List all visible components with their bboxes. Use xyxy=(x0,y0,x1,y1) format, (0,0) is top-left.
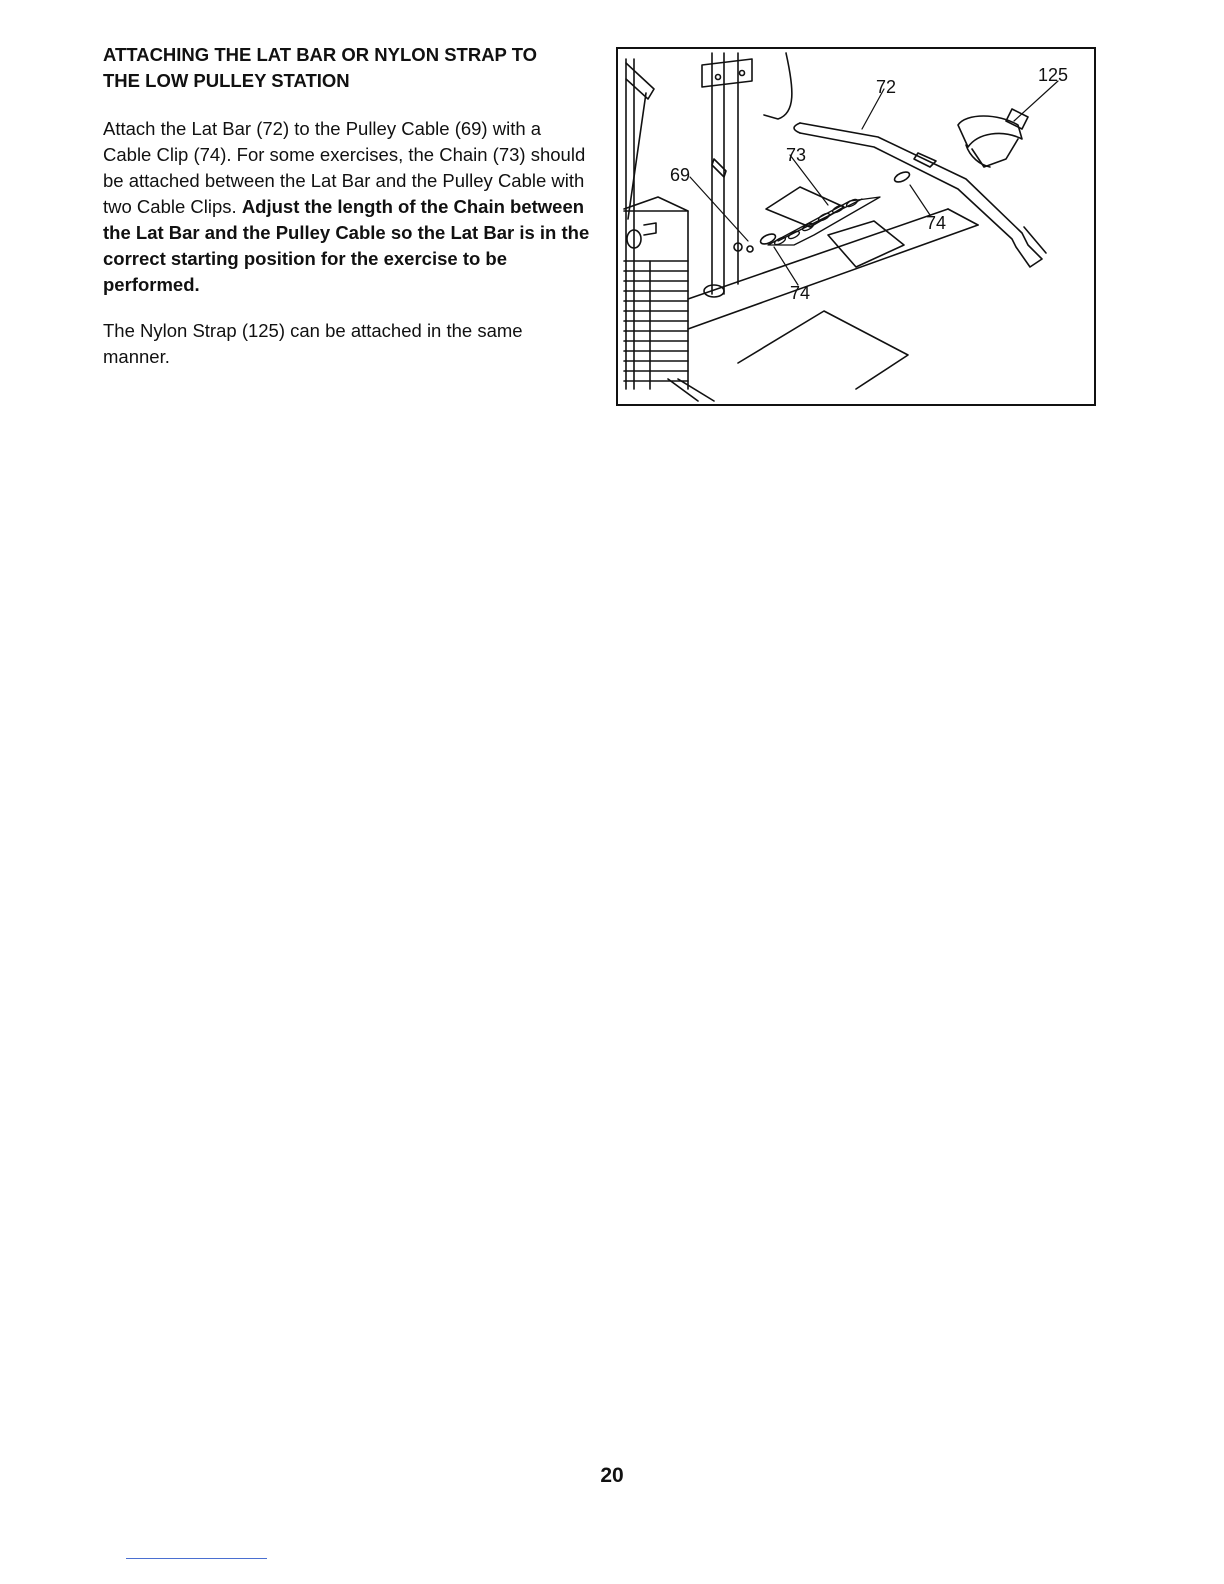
upright-column-drawing xyxy=(702,53,792,294)
cable-clips-drawing xyxy=(734,170,911,252)
attach-instructions xyxy=(103,116,593,298)
attach-instructions-text: Attach the Lat Bar (72) to the Pulley Cable (69) with a Cable Clip (74). For some exercises, the Chain (73) should be attached between the Lat Bar and the Pulley Cable with two Cable Clips. xyxy=(103,118,586,217)
leader-lines xyxy=(690,81,1058,285)
callout-69: 69 xyxy=(670,165,691,185)
chain-adjust-warning: Adjust the length of the Chain between the Lat Bar and the Pulley Cable so the Lat Bar is in the correct starting position for the exercise to be performed. xyxy=(103,196,590,295)
instructions-column xyxy=(103,42,593,390)
nylon-strap-note: The Nylon Strap (125) can be attached in the same manner. xyxy=(103,320,523,367)
callout-72: 72 xyxy=(876,77,897,97)
callout-73: 73 xyxy=(786,145,807,165)
low-pulley-illustration xyxy=(616,47,1096,406)
section-heading: ATTACHING THE LAT BAR OR NYLON STRAP TO THE LOW PULLEY STATION xyxy=(103,44,538,91)
callout-74-lower: 74 xyxy=(790,283,811,303)
page-number: 20 xyxy=(600,1464,624,1487)
callout-125: 125 xyxy=(1038,65,1069,85)
foot-plates-drawing xyxy=(738,187,908,389)
weight-stack-drawing xyxy=(624,197,714,401)
bottom-rule xyxy=(126,1558,267,1559)
callout-74-right: 74 xyxy=(926,213,947,233)
illustration-svg xyxy=(618,49,1094,404)
